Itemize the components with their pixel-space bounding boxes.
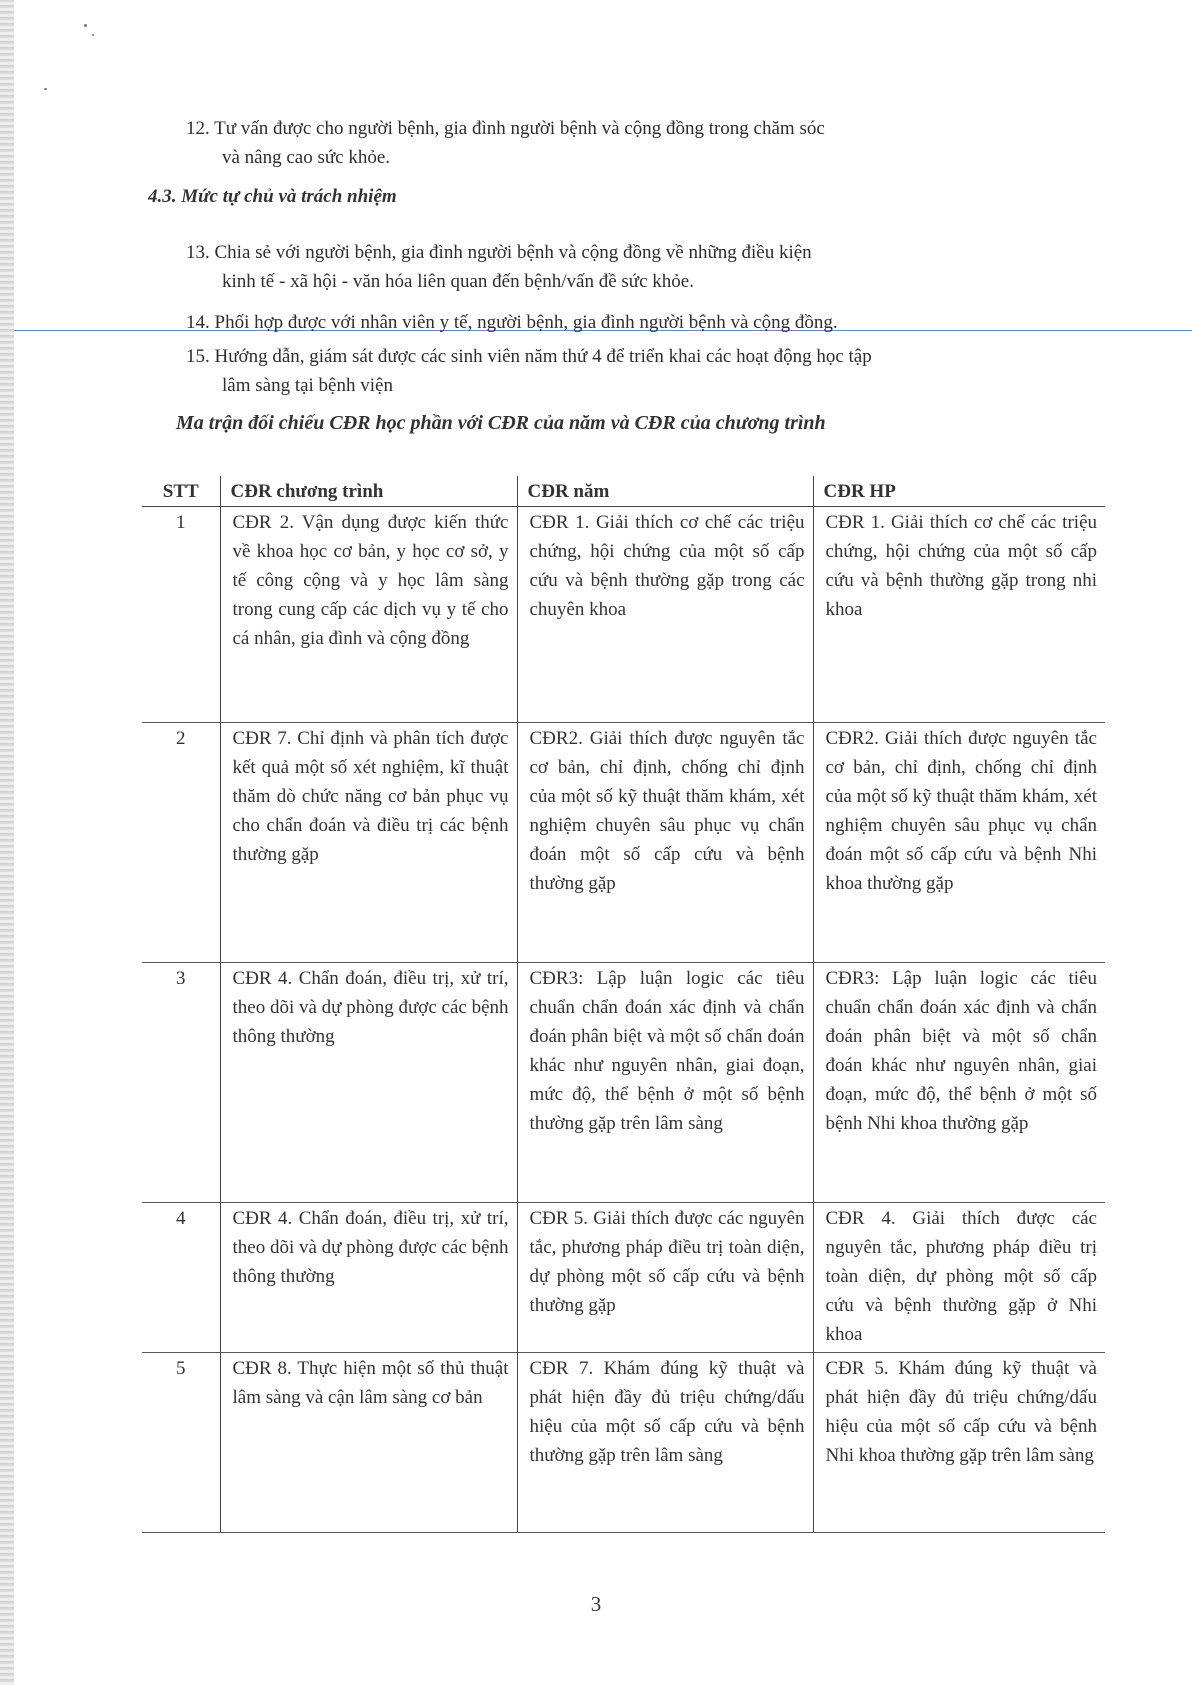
section-heading: 4.3. Mức tự chủ và trách nhiệm bbox=[148, 186, 397, 207]
item-text-line: kinh tế - xã hội - văn hóa liên quan đến bệnh/vấn đề sức khỏe. bbox=[222, 271, 694, 292]
cell-stt: 2 bbox=[142, 723, 220, 963]
item-text-line: Hướng dẫn, giám sát được các sinh viên năm thứ 4 để triển khai các hoạt động học tập bbox=[214, 346, 872, 367]
item-text-line: Phối hợp được với nhân viên y tế, người bệnh, gia đình người bệnh và cộng đồng. bbox=[214, 312, 838, 333]
item-number: 15. bbox=[186, 346, 210, 367]
outcome-matrix-table bbox=[142, 476, 1105, 1533]
item-number: 12. bbox=[186, 118, 210, 139]
item-number: 13. bbox=[186, 242, 210, 263]
cell-stt: 1 bbox=[142, 507, 220, 723]
outcome-item-14 bbox=[186, 308, 1106, 337]
cell-year-outcome: CĐR3: Lập luận logic các tiêu chuẩn chẩn đoán xác định và chẩn đoán phân biệt và một số chẩn đoán khác như nguyên nhân, giai đoạn, mức độ, thể bệnh ở một số bệnh thường gặp trên lâm sàng bbox=[517, 963, 813, 1203]
cell-year-outcome: CĐR2. Giải thích được nguyên tắc cơ bản, chỉ định, chống chỉ định của một số kỹ thuật thăm khám, xét nghiệm chuyên sâu phục vụ chẩn đoán một số cấp cứu và bệnh thường gặp bbox=[517, 723, 813, 963]
cell-program-outcome: CĐR 7. Chỉ định và phân tích được kết quả một số xét nghiệm, kĩ thuật thăm dò chức năng cơ bản phục vụ cho chẩn đoán và điều trị các bệnh thường gặp bbox=[220, 723, 517, 963]
page-number: 3 bbox=[590, 1592, 602, 1616]
scan-speck bbox=[84, 24, 87, 27]
cell-year-outcome: CĐR 5. Giải thích được các nguyên tắc, phương pháp điều trị toàn diện, dự phòng một số cấp cứu và bệnh thường gặp bbox=[517, 1203, 813, 1353]
scan-speck bbox=[44, 88, 47, 90]
table-row bbox=[142, 1203, 1105, 1353]
item-text-line: Tư vấn được cho người bệnh, gia đình người bệnh và cộng đồng trong chăm sóc bbox=[214, 118, 825, 139]
table-row bbox=[142, 1353, 1105, 1533]
item-text-line: và nâng cao sức khỏe. bbox=[222, 147, 391, 168]
header-module-outcome: CĐR HP bbox=[813, 476, 1105, 507]
cell-year-outcome: CĐR 7. Khám đúng kỹ thuật và phát hiện đầy đủ triệu chứng/dấu hiệu của một số cấp cứu và bệnh thường gặp trên lâm sàng bbox=[517, 1353, 813, 1533]
cell-stt: 4 bbox=[142, 1203, 220, 1353]
header-stt: STT bbox=[142, 476, 220, 507]
cell-module-outcome: CĐR3: Lập luận logic các tiêu chuẩn chẩn đoán xác định và chẩn đoán phân biệt và một số chẩn đoán khác như nguyên nhân, giai đoạn, mức độ, thể bệnh ở một số bệnh Nhi khoa thường gặp bbox=[813, 963, 1105, 1203]
cell-stt: 5 bbox=[142, 1353, 220, 1533]
scan-speck bbox=[92, 34, 94, 36]
cell-module-outcome: CĐR 4. Giải thích được các nguyên tắc, phương pháp điều trị toàn diện, dự phòng một số cấp cứu và bệnh thường gặp ở Nhi khoa bbox=[813, 1203, 1105, 1353]
table-row bbox=[142, 723, 1105, 963]
cell-module-outcome: CĐR 1. Giải thích cơ chế các triệu chứng, hội chứng của một số cấp cứu và bệnh thường gặp trong nhi khoa bbox=[813, 507, 1105, 723]
outcome-item-12 bbox=[186, 114, 1106, 172]
item-text-line: Chia sẻ với người bệnh, gia đình người bệnh và cộng đồng về những điều kiện bbox=[214, 242, 812, 263]
item-number: 14. bbox=[186, 312, 210, 333]
cell-year-outcome: CĐR 1. Giải thích cơ chế các triệu chứng, hội chứng của một số cấp cứu và bệnh thường gặp trong các chuyên khoa bbox=[517, 507, 813, 723]
outcome-item-15 bbox=[186, 342, 1106, 400]
cell-program-outcome: CĐR 4. Chẩn đoán, điều trị, xử trí, theo dõi và dự phòng được các bệnh thông thường bbox=[220, 1203, 517, 1353]
cell-program-outcome: CĐR 8. Thực hiện một số thủ thuật lâm sàng và cận lâm sàng cơ bản bbox=[220, 1353, 517, 1533]
cell-program-outcome: CĐR 2. Vận dụng được kiến thức về khoa học cơ bản, y học cơ sở, y tế công cộng và y học lâm sàng trong cung cấp các dịch vụ y tế cho cá nhân, gia đình và cộng đồng bbox=[220, 507, 517, 723]
table-row bbox=[142, 507, 1105, 723]
cell-stt: 3 bbox=[142, 963, 220, 1203]
cell-module-outcome: CĐR 5. Khám đúng kỹ thuật và phát hiện đầy đủ triệu chứng/dấu hiệu của một số cấp cứu và bệnh Nhi khoa thường gặp trên lâm sàng bbox=[813, 1353, 1105, 1533]
table-header-row bbox=[142, 476, 1105, 507]
scan-edge bbox=[0, 0, 14, 1685]
header-program-outcome: CĐR chương trình bbox=[220, 476, 517, 507]
cell-program-outcome: CĐR 4. Chẩn đoán, điều trị, xử trí, theo dõi và dự phòng được các bệnh thông thường bbox=[220, 963, 517, 1203]
item-text-line: lâm sàng tại bệnh viện bbox=[222, 375, 393, 396]
matrix-title: Ma trận đối chiếu CĐR học phần với CĐR của năm và CĐR của chương trình bbox=[176, 412, 826, 434]
table-row bbox=[142, 963, 1105, 1203]
cell-module-outcome: CĐR2. Giải thích được nguyên tắc cơ bản, chỉ định, chống chỉ định của một số kỹ thuật thăm khám, xét nghiệm chuyên sâu phục vụ chẩn đoán một số cấp cứu và bệnh Nhi khoa thường gặp bbox=[813, 723, 1105, 963]
outcome-item-13 bbox=[186, 238, 1106, 296]
header-year-outcome: CĐR năm bbox=[517, 476, 813, 507]
